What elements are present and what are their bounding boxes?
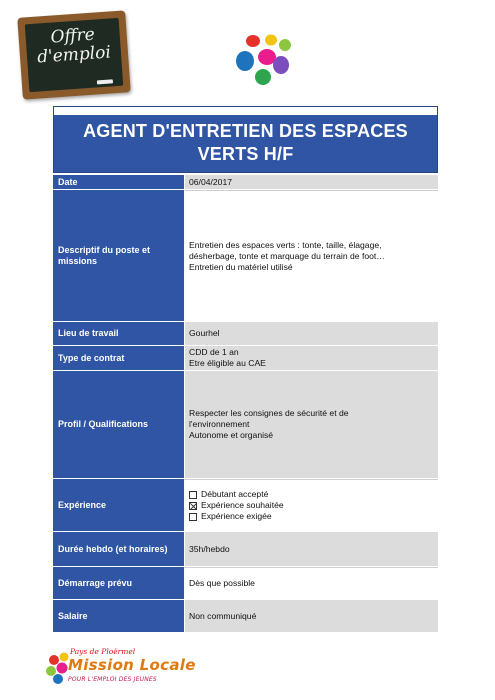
logo-red-dot	[49, 655, 59, 665]
badge-line-1: Offre	[49, 24, 96, 48]
badge-text	[25, 24, 121, 68]
row-profil	[53, 371, 438, 479]
experience-option-debutant[interactable]	[189, 489, 284, 500]
lieu-value: Gourhel	[184, 322, 438, 345]
checkbox-exigee[interactable]	[189, 513, 197, 521]
row-contrat	[53, 346, 438, 371]
mission-locale-tagline: POUR L'EMPLOI DES JEUNES	[68, 676, 157, 683]
row-experience	[53, 479, 438, 532]
contrat-value	[184, 346, 438, 370]
option-label: Débutant accepté	[201, 489, 269, 499]
profil-line: l'environnement	[189, 419, 250, 429]
profil-label: Profil / Qualifications	[53, 371, 184, 478]
row-demarrage	[53, 567, 438, 600]
row-salaire	[53, 600, 438, 633]
experience-options	[184, 479, 438, 531]
descriptif-label: Descriptif du poste et missions	[53, 190, 184, 321]
title-top-band	[54, 107, 437, 115]
job-title	[54, 120, 437, 166]
demarrage-value: Dès que possible	[184, 567, 438, 599]
logo-blue-dot	[53, 674, 63, 684]
contrat-line: Etre éligible au CAE	[189, 358, 266, 368]
job-details-table	[53, 175, 438, 633]
salaire-value: Non communiqué	[184, 600, 438, 632]
date-value: 06/04/2017	[184, 175, 438, 189]
colored-dots-logo	[233, 31, 297, 87]
duree-value: 35h/hebdo	[184, 532, 438, 566]
checkbox-debutant[interactable]	[189, 491, 197, 499]
checkbox-souhaitee[interactable]	[189, 502, 197, 510]
job-title-line-1: AGENT D'ENTRETIEN DES ESPACES	[83, 121, 408, 141]
contrat-label: Type de contrat	[53, 346, 184, 370]
row-descriptif	[53, 190, 438, 322]
blue-dot	[236, 51, 254, 71]
duree-label	[53, 532, 184, 566]
red-dot	[246, 35, 260, 47]
date-label: Date	[53, 175, 184, 189]
contrat-line: CDD de 1 an	[189, 347, 239, 357]
offre-emploi-badge	[17, 10, 130, 99]
row-lieu	[53, 322, 438, 346]
mission-locale-subtitle: Pays de Ploërmel	[70, 647, 136, 656]
experience-label: Expérience	[53, 479, 184, 531]
profil-value	[184, 371, 438, 478]
demarrage-label: Démarrage prévu	[53, 567, 184, 599]
row-date	[53, 175, 438, 190]
descriptif-line: Entretien des espaces verts : tonte, taille, élagage,	[189, 239, 382, 250]
row-duree	[53, 532, 438, 567]
duree-label-line-1: Durée hebdo	[58, 543, 114, 554]
descriptif-value	[184, 190, 438, 321]
logo-green-dot	[46, 666, 56, 676]
option-label: Expérience exigée	[201, 511, 272, 521]
logo-pink-dot	[57, 663, 68, 674]
yellow-dot	[265, 35, 277, 46]
chalk-piece	[97, 79, 113, 84]
badge-line-2: d'emploi	[36, 42, 112, 68]
job-title-header	[53, 106, 438, 173]
mission-locale-title: Mission Locale	[68, 656, 196, 674]
experience-option-exigee[interactable]	[189, 511, 284, 522]
descriptif-line: désherbage, tonte et marquage du terrain de foot…	[189, 250, 385, 261]
green-dot	[255, 69, 271, 85]
duree-label-line-2: (et horaires)	[115, 543, 168, 554]
profil-line: Respecter les consignes de sécurité et de	[189, 408, 349, 418]
lieu-label: Lieu de travail	[53, 322, 184, 345]
option-label: Expérience souhaitée	[201, 500, 284, 510]
salaire-label: Salaire	[53, 600, 184, 632]
light-green-dot	[279, 39, 291, 51]
profil-line: Autonome et organisé	[189, 430, 274, 440]
chalkboard	[25, 18, 124, 92]
job-title-line-2: VERTS H/F	[197, 144, 294, 164]
experience-option-souhaitee[interactable]	[189, 500, 284, 511]
descriptif-line: Entretien du matériel utilisé	[189, 261, 293, 272]
purple-dot	[273, 56, 289, 74]
